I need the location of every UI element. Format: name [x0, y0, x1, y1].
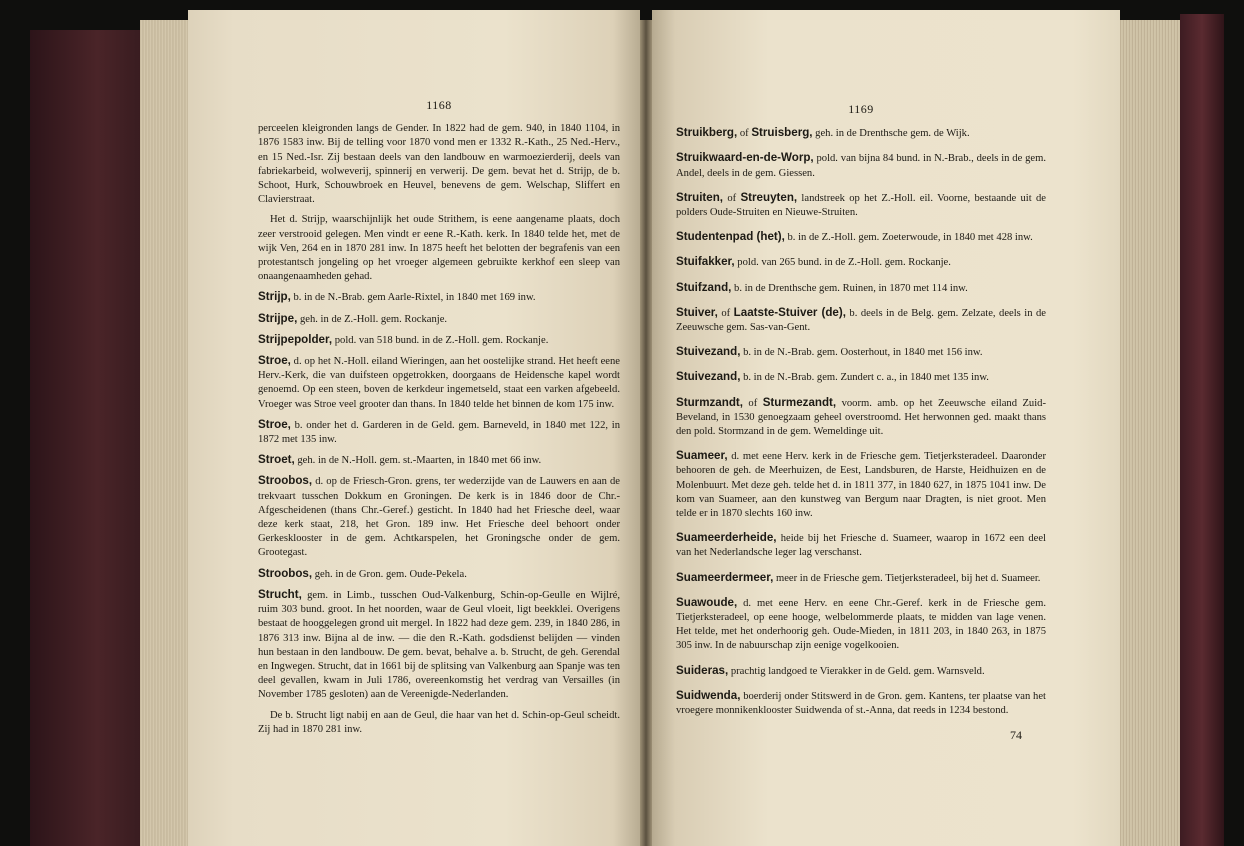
entry-text: geh. in de Gron. gem. Oude-Pekela. [312, 568, 467, 580]
paragraph: Het d. Strijp, waarschijnlijk het oude Strithem, is eene aangename plaats, doch zeer verstrooid gelegen. Men vindt er eene R.-Kath. kerk. In 1840 telde het, met de wijk Ven, 264 en in 1870 281 inw. In 1875 heeft het belotten der begrafenis van een protestantsch jongeling op het vroeger algemeen gebruikte kerkhof een sleep van onaangenaamheden gehad. [258, 214, 620, 283]
right-page-text [676, 126, 1046, 718]
entry-headword-variant: Streuyten, [740, 190, 798, 204]
dictionary-entry [676, 255, 1046, 270]
entry-text: b. in de N.-Brab. gem. Oosterhout, in 1840 met 156 inw. [740, 347, 983, 359]
entry-text: pold. van 265 bund. in de Z.-Holl. gem. Rockanje. [734, 257, 951, 269]
dictionary-entry [676, 531, 1046, 560]
dictionary-entry [676, 596, 1046, 654]
dictionary-entry [676, 689, 1046, 718]
signature-mark: 74 [1010, 728, 1022, 743]
entry-headword: Suameer, [676, 449, 728, 463]
entry-headword: Sturmzandt, [676, 395, 743, 409]
dictionary-entry [676, 191, 1046, 220]
entry-text: pold. van 518 bund. in de Z.-Holl. gem. Rockanje. [332, 334, 549, 346]
entry-headword-variant: Struisberg, [751, 126, 813, 140]
right-page [676, 102, 1046, 743]
dictionary-entry [258, 567, 620, 582]
left-page-text [258, 122, 620, 737]
entry-text: of [717, 307, 734, 319]
page-number: 1169 [848, 102, 874, 116]
dictionary-entry [676, 571, 1046, 586]
entry-headword: Struikberg, [676, 126, 738, 140]
book-gutter [640, 20, 652, 846]
entry-text: landstreek op het Z.-Holl. eil. Voorne, bestaande uit de polders Oude-Struiten en Nieuwe-Struiten. [676, 192, 1046, 219]
entry-text: of [737, 128, 752, 140]
entry-text: prachtig landgoed te Vierakker in de Geld. gem. Warnsveld. [728, 665, 985, 677]
entry-text: voorm. amb. op het Zeeuwsche eiland Zuid-Beveland, in 1530 genoegzaam geheel overstroomd. Het herwonnen ged. maakt thans den pold. Stormzand in de gem. Wemeldinge uit. [676, 397, 1046, 438]
entry-headword: Strijpe, [258, 311, 298, 325]
entry-text: b. in de N.-Brab. gem Aarle-Rixtel, in 1840 met 169 inw. [290, 292, 536, 304]
entry-headword: Stroe, [258, 417, 291, 431]
dictionary-entry [258, 418, 620, 447]
page-edges-left [140, 20, 190, 846]
dictionary-entry [258, 333, 620, 348]
entry-headword: Struiten, [676, 190, 724, 204]
entry-text: b. deels in de Belg. gem. Zelzate, deels in de Zeeuwsche gem. Sas-van-Gent. [676, 307, 1046, 334]
entry-text: of [723, 192, 741, 204]
entry-text: gem. in Limb., tusschen Oud-Valkenburg, Schin-op-Geulle en Wijlré, ruim 303 bund. groot. In het noorden, waar de Geul vloeit, ligt beekklei. Overigens bestaat de hooggelegen grond uit mergel. In 1822 had deze gem. 239, in 1840 286, in 1876 313 inw. Bijna al de inw. — die den R.-Kath. godsdienst belijden — vinden hun bestaan in den landbouw. De gem. bevat, behalve a. b. Strucht, de geh. Gerendal en Ingwegen. Strucht, dat in 1661 bij de splitsing van Valkenburg aan Spanje was ten deel gevallen, kwam in Juli 1786, overeenkomstig het verdrag van Versailles (in November 1785 gesloten) aan de Vereenigde-Nederlanden. [258, 589, 620, 701]
page-number: 1168 [426, 98, 452, 112]
entry-headword: Stuivezand, [676, 345, 741, 359]
book-cover-left [30, 30, 142, 846]
dictionary-entry [676, 151, 1046, 180]
dictionary-entry [258, 453, 620, 468]
dictionary-entry [676, 345, 1046, 360]
entry-headword: Studentenpad (het), [676, 230, 785, 244]
entry-headword: Suideras, [676, 663, 729, 677]
entry-text: geh. in de Drenthsche gem. de Wijk. [812, 128, 970, 140]
entry-text: heide bij het Friesche d. Suameer, waarop in 1672 een deel van het Nederlandsche leger lag verschanst. [676, 533, 1046, 559]
dictionary-entry [676, 449, 1046, 521]
page-edges-right [1120, 20, 1180, 846]
dictionary-entry [676, 306, 1046, 335]
entry-headword: Stroobos, [258, 566, 313, 580]
paragraph: perceelen kleigronden langs de Gender. In 1822 had de gem. 940, in 1840 1104, in 1876 1583 inw. Bij de telling voor 1870 vond men er 1332 R.-Kath., 25 Ned.-Herv., en 15 Ned.-Isr. Zij bestaan deels van den landbouw en warmoezierderij, deels van fabriekarbeid, wolweverij, spinnerij en verwerij. De gem. bevat het d. Strijp, de b. Schoot, Hurk, Schouwbroek en Heuvel, benevens de gem. Welschap, Sliffert en Clavierstraat. [258, 123, 620, 206]
entry-text: meer in de Friesche gem. Tietjerksteradeel, bij het d. Suameer. [773, 572, 1041, 584]
entry-text: b. in de N.-Brab. gem. Zundert c. a., in 1840 met 135 inw. [740, 372, 989, 384]
entry-headword: Struikwaard-en-de-Worp, [676, 151, 814, 165]
book-cover-right [1180, 14, 1224, 846]
entry-headword: Stuivezand, [676, 370, 741, 384]
entry-text: d. met eene Herv. kerk in de Friesche gem. Tietjerksteradeel. Daaronder behooren de geh. de Meerhuizen, de Eest, Landsburen, de Harste, Heidhuizen en de Molenbuurt. Met deze geh. telde het d. in 1811 377, in 1840 627, in 1875 1041 inw. De kom van Suameer, aan den kunstweg van Bergum naar Dragten, is niet groot. Men telde er in 1870 slechts 160 inw. [676, 451, 1046, 520]
entry-headword: Stroe, [258, 354, 291, 368]
entry-text: d. op het N.-Holl. eiland Wieringen, aan het oostelijke strand. Het heeft eene Herv.-Kerk, die van duifsteen opgetrokken, doorgaans de Heidensche kapel wordt genoemd. Op een steen, boven de kerkdeur ingemetseld, staat een varken afgebeeld. Vroeger was Stroe veel grooter dan thans. In 1840 telde het binnen de kom 175 inw. [258, 356, 620, 410]
dictionary-entry [258, 354, 620, 412]
entry-headword: Strijpepolder, [258, 332, 333, 346]
entry-headword: Stuiver, [676, 305, 718, 319]
dictionary-entry [676, 126, 1046, 141]
entry-text: b. in de Z.-Holl. gem. Zoeterwoude, in 1840 met 428 inw. [784, 232, 1033, 244]
entry-headword: Suameerderheide, [676, 531, 777, 545]
dictionary-entry [676, 664, 1046, 679]
entry-text: geh. in de Z.-Holl. gem. Rockanje. [297, 313, 448, 325]
entry-headword: Suidwenda, [676, 688, 741, 702]
entry-text: b. in de Drenthsche gem. Ruinen, in 1870 met 114 inw. [731, 282, 968, 294]
entry-headword-variant: Sturmezandt, [762, 395, 837, 409]
entry-headword: Suameerdermeer, [676, 570, 774, 584]
entry-text: d. met eene Herv. en eene Chr.-Geref. kerk in de Friesche gem. Tietjerksteradeel, op eene hooge, welbelommerde plaats, te midden van lage venen. Het telde, met het onderhoorig geh. Oude-Mieden, in 1811 203, in 1840 263, in 1875 305 inw. In de nabuurschap zijn eenige vogelkooien. [676, 597, 1046, 652]
dictionary-entry [676, 281, 1046, 296]
entry-text: pold. van bijna 84 bund. in N.-Brab., deels in de gem. Andel, deels in de gem. Giessen. [676, 153, 1046, 179]
entry-headword: Stuifakker, [676, 255, 735, 269]
entry-headword: Suawoude, [676, 595, 738, 609]
dictionary-entry [676, 230, 1046, 245]
dictionary-entry [676, 396, 1046, 440]
dictionary-entry [258, 474, 620, 560]
dictionary-entry [258, 588, 620, 703]
entry-text: d. op de Friesch-Gron. grens, ter wederzijde van de Lauwers en aan de trekvaart tusschen Dokkum en Groningen. De kerk is in 1846 door de Chr.-Afgescheidenen (thans Chr.-Geref.) gesticht. In 1840 had het Friesche deel, waar deze kerk staat, 218, het Gron. 189 inw. Het Friesche deel behoort onder Gerkesklooster in de gem. Achtkarspelen, het Groningsche onder de gem. Grootegast. [258, 476, 620, 559]
dictionary-entry [258, 312, 620, 327]
entry-headword: Stroobos, [258, 474, 313, 488]
entry-headword: Stuifzand, [676, 280, 732, 294]
entry-text: b. onder het d. Garderen in de Geld. gem. Barneveld, in 1840 met 122, in 1872 met 135 inw. [258, 419, 620, 446]
left-page [258, 98, 620, 743]
dictionary-entry [258, 290, 620, 305]
paragraph: De b. Strucht ligt nabij en aan de Geul, die haar van het d. Schin-op-Geul scheidt. Zij had in 1870 281 inw. [258, 709, 620, 735]
entry-text: boerderij onder Stitswerd in de Gron. gem. Kantens, ter plaatse van het vroegere monnikenklooster Suidwenda of st.-Anna, dat reeds in 1234 bestond. [676, 690, 1046, 717]
entry-headword-variant: Laatste-Stuiver (de), [733, 305, 846, 319]
entry-headword: Strijp, [258, 290, 291, 304]
entry-text: geh. in de N.-Holl. gem. st.-Maarten, in 1840 met 66 inw. [294, 455, 542, 467]
entry-text: of [743, 397, 763, 409]
entry-headword: Strucht, [258, 587, 302, 601]
entry-headword: Stroet, [258, 453, 295, 467]
dictionary-entry [676, 370, 1046, 385]
